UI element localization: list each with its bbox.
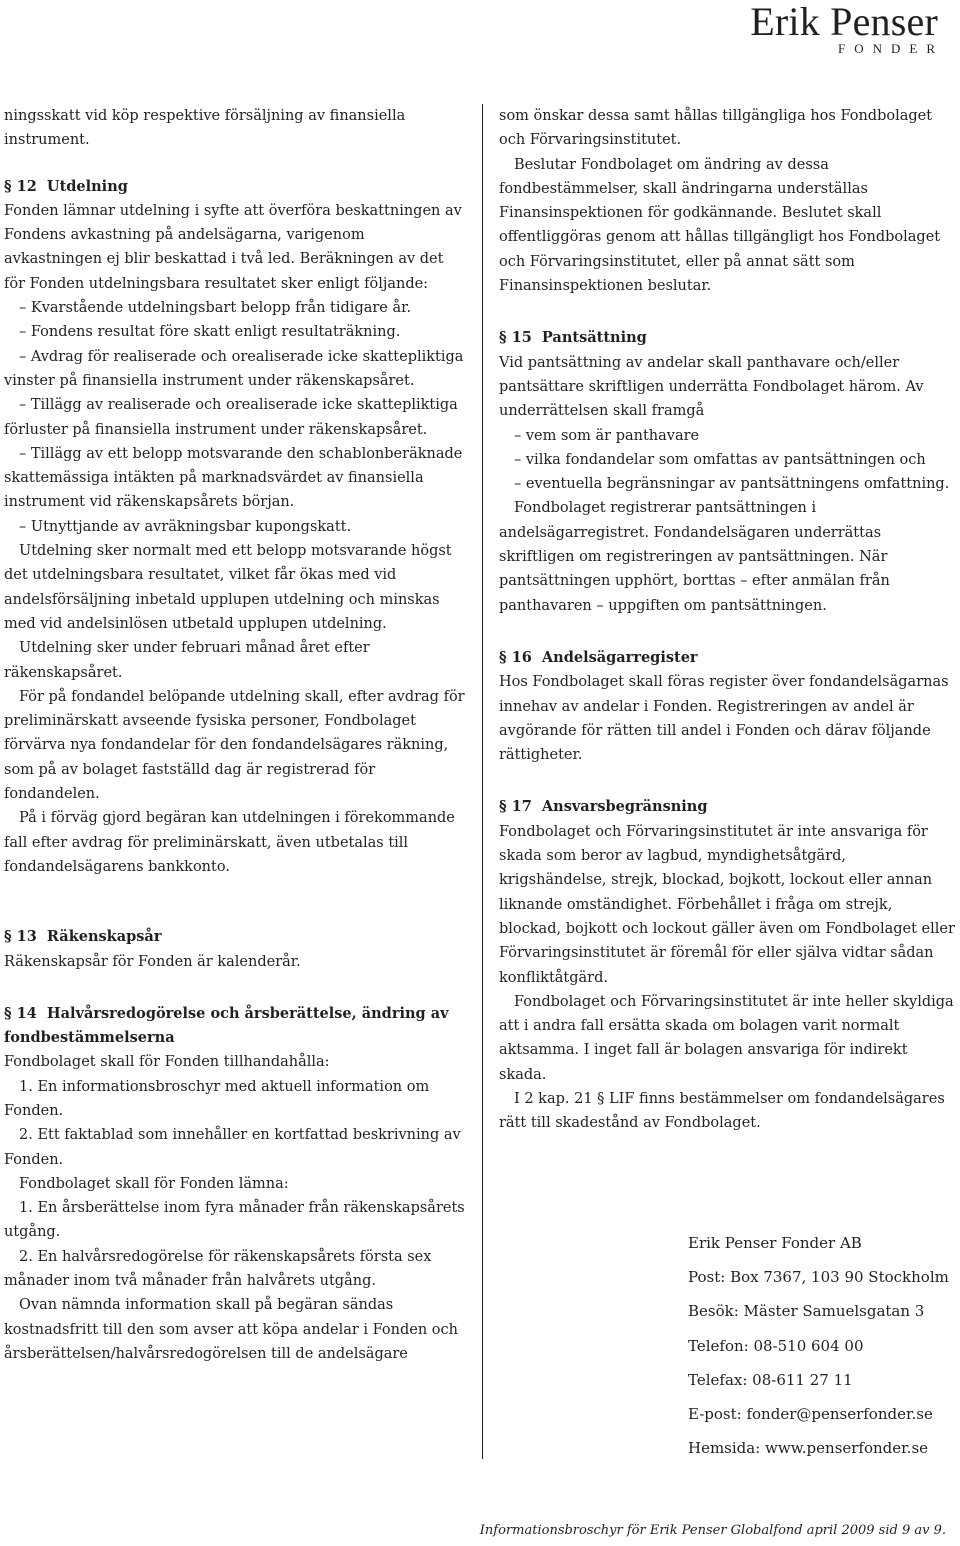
section-13-number: § 13 [4,928,37,946]
column-divider [482,104,483,1459]
list-item: – vem som är panthavare [499,424,957,448]
company-name: Erik Penser Fonder AB [688,1234,862,1252]
contact-block [688,1226,949,1465]
section-17-para-3: I 2 kap. 21 § LIF finns bestämmelser om fondandelsägares rätt till skadestånd av Fondbolaget. [499,1090,945,1132]
section-14-title: Halvårsredogörelse och årsberättelse, ändring av fondbestämmelserna [4,1004,449,1047]
section-12-number: § 12 [4,177,37,195]
section-13-title: Räkenskapsår [46,928,162,946]
section-13-heading [4,925,466,949]
list-item: – Avdrag för realiserade och orealiserade icke skattepliktiga vinster på finansiella instrument under räkenskapsåret. [4,345,466,394]
logo-name: Erik Penser [750,0,938,44]
postal-address: Post: Box 7367, 103 90 Stockholm [688,1268,949,1287]
section-15-title: Pantsättning [541,329,647,347]
company-logo [750,0,944,57]
list-item: – vilka fondandelar som omfattas av pantsättningen och [499,448,957,472]
section-12-para-1: Fonden lämnar utdelning i syfte att överföra beskattningen av Fondens avkastning på andelsägarna, varigenom avkastningen ej blir beskattad i två led. Beräkningen av det för Fonden utdelningsbara resultatet sker enligt följande: [4,202,462,292]
list-item: 2. En halvårsredogörelse för räkenskapsårets första sex månader inom två månader från halvårets utgång. [4,1248,432,1290]
section-12-para-4: För på fondandel belöpande utdelning skall, efter avdrag för preliminärskatt avseende fysiska personer, Fondbolaget förvärva nya fondandelar för den fondandelsägares räkning, som på av bolaget fastställd dag är registrerad för fondandelen. [4,688,465,803]
left-column [4,104,466,1366]
section-15-para-1: Vid pantsättning av andelar skall panthavare och/eller pantsättare skriftligen underrätta Fondbolaget härom. Av underrättelsen skall framgå [499,354,924,420]
email-address: E-post: fonder@penserfonder.se [688,1405,933,1424]
logo-subtitle: FONDER [837,41,944,56]
intro-text: ningsskatt vid köp respektive försäljning av finansiella instrument. [4,108,406,149]
section-15-heading [499,326,957,350]
fax-number: Telefax: 08-611 27 11 [688,1370,853,1389]
section-15-para-2: Fondbolaget registrerar pantsättningen i andelsägarregistret. Fondandelsägaren underrättas skriftligen om registreringen av pantsättningen. När pantsättningen upphört, borttas – efter anmälan från panthavaren – uppgiften om pantsättningen. [499,500,890,614]
list-item: 1. En årsberättelse inom fyra månader från räkenskapsårets utgång. [4,1200,465,1241]
section-14-number: § 14 [4,1004,37,1022]
section-15-number: § 15 [499,329,532,347]
section-12-para-3: Utdelning sker under februari månad året efter räkenskapsåret. [4,640,370,681]
section-14-para-3: Ovan nämnda information skall på begäran sändas kostnadsfritt till den som avser att köpa andelar i Fonden och årsberättelsen/halvårsredogörelsen till de andelsägare [4,1297,458,1362]
section-16-para-1: Hos Fondbolaget skall föras register över fondandelsägarnas innehav av andelar i Fonden. Registreringen av andel är avgörande för rätten till andel i Fonden och därav följande rättigheter. [499,674,949,764]
list-item: 2. Ett faktablad som innehåller en kortfattad beskrivning av Fonden. [4,1127,461,1168]
list-item: – Tillägg av realiserade och orealiserade icke skattepliktiga förluster på finansiella instrument under räkenskapsåret. [4,393,466,442]
section-17-number: § 17 [499,798,532,816]
list-item: – Utnyttjande av avräkningsbar kupongskatt. [4,515,466,539]
list-item: – Fondens resultat före skatt enligt resultaträkning. [4,320,466,344]
section-12-heading [4,175,466,199]
phone-number: Telefon: 08-510 604 00 [688,1336,864,1355]
right-column [499,104,957,1136]
section-13-para-1: Räkenskapsår för Fonden är kalenderår. [4,953,301,970]
visiting-address: Besök: Mäster Samuelsgatan 3 [688,1302,925,1321]
section-16-title: Andelsägarregister [541,648,698,666]
list-item: 1. En informationsbroschyr med aktuell information om Fonden. [4,1078,430,1119]
section-12-title: Utdelning [46,177,128,195]
website: Hemsida: www.penserfonder.se [688,1439,929,1458]
section-14-heading [4,1002,466,1051]
section-17-para-2: Fondbolaget och Förvaringsinstitutet är inte heller skyldiga att i andra fall ersätta skada om bolagen varit normalt aktsamma. I inget fall är bolagen ansvariga för indirekt skada. [499,993,954,1083]
list-item: – Kvarstående utdelningsbart belopp från tidigare år. [4,296,466,320]
list-item: – Tillägg av ett belopp motsvarande den schablonberäknade skattemässiga intäkten på marknadsvärdet av finansiella instrument vid räkenskapsårets början. [4,442,466,515]
page-footer: Informationsbroschyr för Erik Penser Globalfond april 2009 sid 9 av 9. [479,1523,946,1538]
section-17-para-1: Fondbolaget och Förvaringsinstitutet är inte ansvariga för skada som beror av lagbud, myndighetsåtgärd, krigshändelse, strejk, blockad, bojkott, lockout eller annan liknande omständighet. Förbehållet i fråga om strejk, blockad, bojkott och lockout gäller även om Fondbolaget eller Förvaringsinstitutet är föremål för eller själva vidtar sådan konfliktåtgärd. [499,823,955,986]
section-14-para-1: Fondbolaget skall för Fonden tillhandahålla: [4,1054,330,1071]
continued-text-2: Beslutar Fondbolaget om ändring av dessa fondbestämmelser, skall ändringarna underställas Finansinspektionen för godkännande. Beslutet skall offentliggöras genom att hållas tillgängligt hos Fondbolaget och Förvaringsinstitutet, eller på annat sätt som Finansinspektionen beslutar. [499,156,941,295]
section-12-para-2: Utdelning sker normalt med ett belopp motsvarande högst det utdelningsbara resultatet, vilket får ökas med vid andelsförsäljning inbetald upplupen utdelning och minskas med vid andelsinlösen utbetald upplupen utdelning. [4,543,452,632]
continued-text-1: som önskar dessa samt hållas tillgängliga hos Fondbolaget och Förvaringsinstitutet. [499,108,933,149]
section-14-para-2: Fondbolaget skall för Fonden lämna: [19,1175,289,1192]
list-item: – eventuella begränsningar av pantsättningens omfattning. [499,472,957,496]
section-17-heading [499,795,957,819]
section-16-heading [499,646,957,670]
section-16-number: § 16 [499,648,532,666]
section-12-para-5: På i förväg gjord begäran kan utdelningen i förekommande fall efter avdrag för preliminärskatt, även utbetalas till fondandelsägarens bankkonto. [4,810,455,875]
section-17-title: Ansvarsbegränsning [541,798,708,816]
